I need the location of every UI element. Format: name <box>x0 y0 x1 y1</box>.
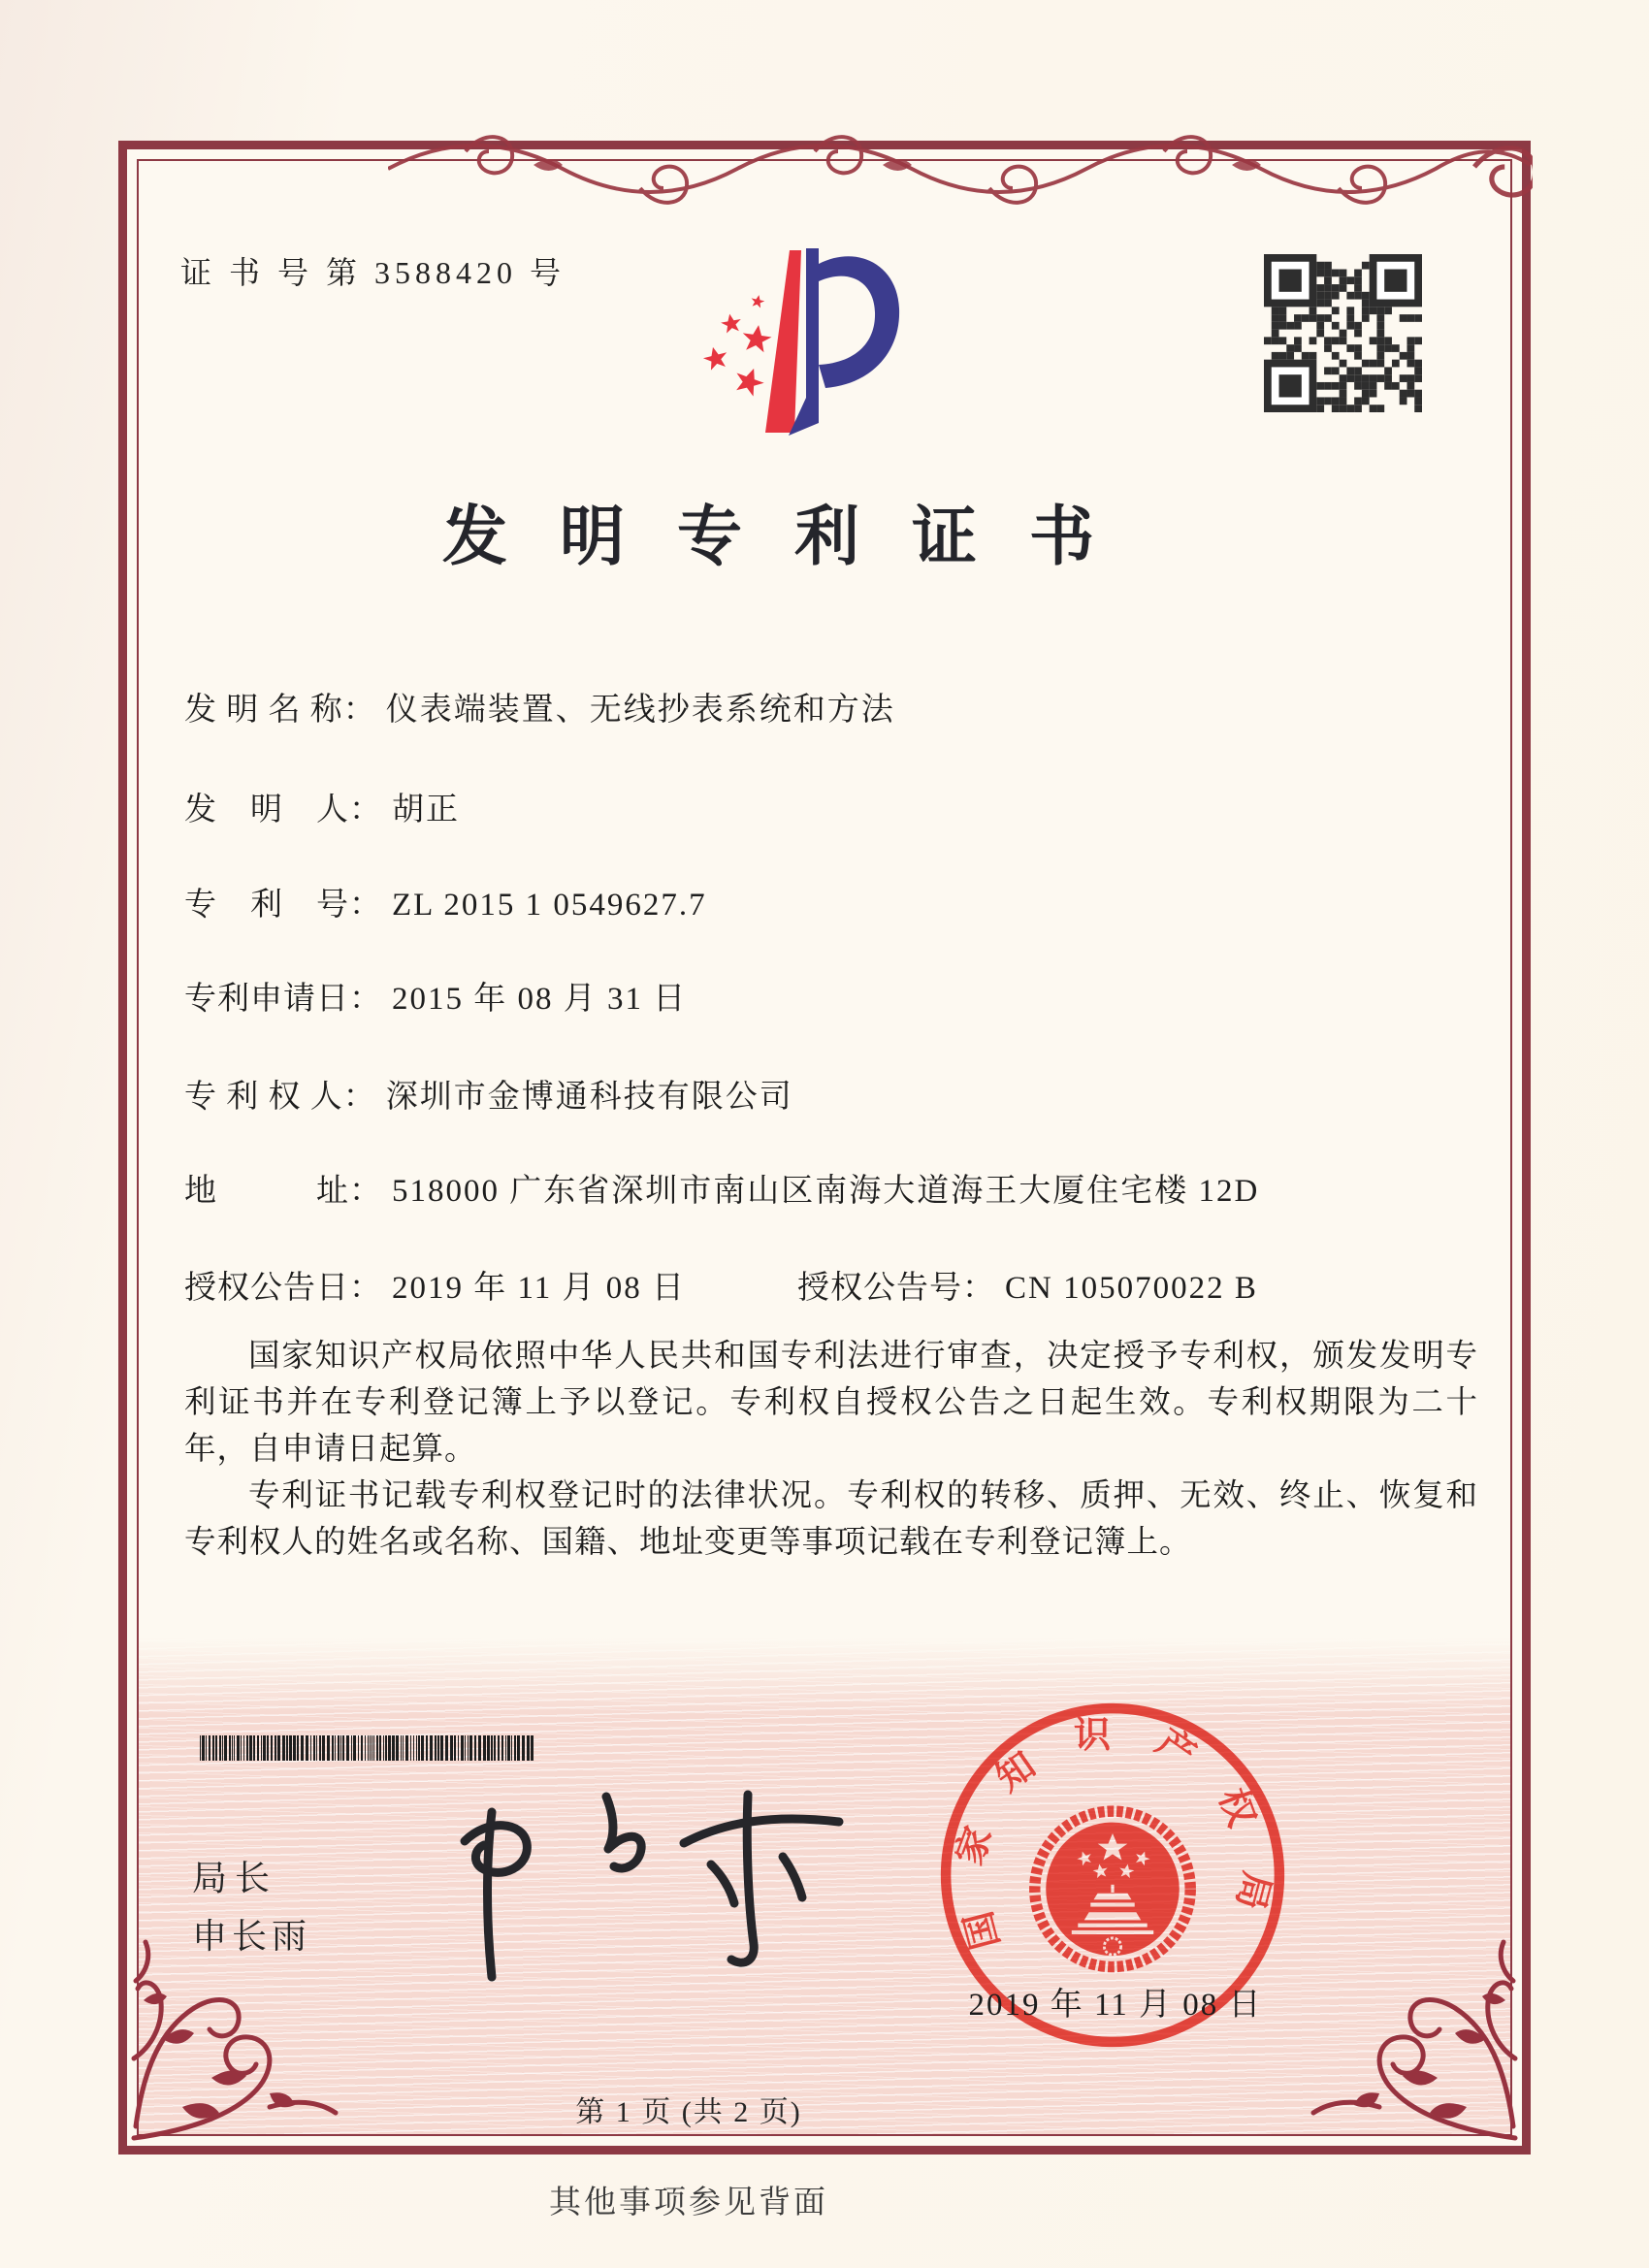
legal-paragraph-1: 国家知识产权局依照中华人民共和国专利法进行审查，决定授予专利权，颁发发明专利证书并在专利登记簿上予以登记。专利权自授权公告之日起生效。专利权期限为二十年，自申请日起算。 <box>184 1339 1478 1467</box>
director-name: 申长雨 <box>192 1917 312 1956</box>
field-label: 专 利 号： <box>184 888 382 923</box>
field-invention-name <box>184 684 1523 729</box>
field-label: 地 址： <box>184 1174 382 1209</box>
national-emblem <box>1035 1811 1190 1966</box>
field-value: 胡正 <box>392 793 460 827</box>
field-label: 发 明 名 称： <box>184 693 376 728</box>
field-patent-number <box>184 879 1523 924</box>
seal-date: 2019 年 11 月 08 日 <box>968 1988 1263 2023</box>
director-signature-icon <box>441 1783 858 1996</box>
certificate-number: 证 书 号 第 3588420 号 <box>180 255 566 290</box>
field-inventor <box>184 784 1523 829</box>
page-indicator: 第 1 页 (共 2 页) <box>575 2096 802 2128</box>
qr-code <box>1264 254 1422 412</box>
field-value: 深圳市金博通科技有限公司 <box>385 1080 793 1115</box>
back-side-note: 其他事项参见背面 <box>549 2186 828 2220</box>
barcode <box>200 1735 541 1761</box>
field-label: 专 利 权 人： <box>184 1080 376 1115</box>
legal-paragraph-2: 专利证书记载专利权登记时的法律状况。专利权的转移、质押、无效、终止、恢复和专利权人的姓名或名称、国籍、地址变更等事项记载在专利登记簿上。 <box>184 1478 1478 1560</box>
field-value: 仪表端装置、无线抄表系统和方法 <box>385 693 895 728</box>
field-grant-row <box>184 1262 1523 1308</box>
field-value: 2015 年 08 月 31 日 <box>392 982 688 1017</box>
certificate-title: 发明专利证书 <box>442 502 1147 573</box>
field-value: ZL 2015 1 0549627.7 <box>392 888 707 923</box>
field-address <box>184 1165 1523 1211</box>
field-label: 发 明 人： <box>184 793 382 827</box>
field-value: 518000 广东省深圳市南山区南海大道海王大厦住宅楼 12D <box>392 1174 1260 1209</box>
field-patentee <box>184 1071 1523 1117</box>
field-label: 专利申请日： <box>184 982 382 1017</box>
cnipa-logo-icon <box>682 243 926 438</box>
director-title: 局长 <box>192 1859 278 1897</box>
field-grant-date: 授权公告日： 2019 年 11 月 08 日 <box>184 1271 687 1306</box>
seal-agency-text: 国家知识产权局 <box>948 1715 1277 1954</box>
legal-text <box>184 1333 1478 1566</box>
field-filing-date <box>184 973 1523 1019</box>
field-grant-number: 授权公告号： CN 105070022 B <box>797 1271 1258 1306</box>
